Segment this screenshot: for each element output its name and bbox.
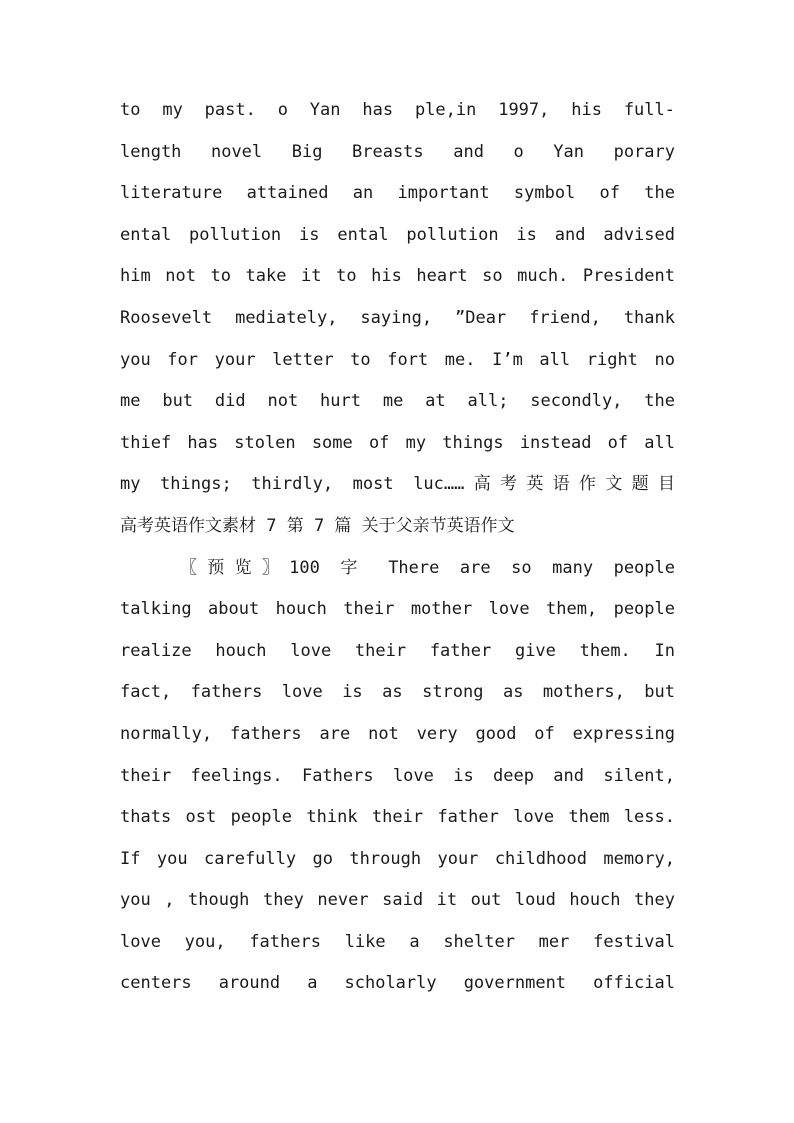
text-line: you for your letter to fort me. I’m all right no <box>120 349 675 370</box>
text-line: me but did not hurt me at all; secondly, the <box>120 391 675 412</box>
text-line: length novel Big Breasts and o Yan porary <box>120 141 675 162</box>
text-line: you , though they never said it out loud houch they <box>120 890 675 911</box>
text-line: ental pollution is ental pollution is and advised <box>120 224 675 245</box>
text-line: Roosevelt mediately, saying, ”Dear friend, thank <box>120 307 675 328</box>
section-heading: 高考英语作文素材 7 第 7 篇 关于父亲节英语作文 <box>120 515 515 536</box>
text-line: my things; thirdly, most luc……高考英语作文题目 <box>120 474 675 495</box>
text-line: If you carefully go through your childhood memory, <box>120 848 675 869</box>
text-line: thats ost people think their father love them less. <box>120 807 675 828</box>
text-line: to my past. o Yan has ple,in 1997, his full- <box>120 100 675 120</box>
text-line: him not to take it to his heart so much. President <box>120 266 675 287</box>
text-line: centers around a scholarly government official <box>120 973 675 994</box>
text-line: literature attained an important symbol of the <box>120 183 675 204</box>
text-line: thief has stolen some of my things instead of all <box>120 432 675 453</box>
text-line: their feelings. Fathers love is deep and silent, <box>120 765 675 786</box>
body-text <box>120 90 675 1005</box>
text-line: realize houch love their father give them. In <box>120 640 675 661</box>
text-line: normally, fathers are not very good of expressing <box>120 723 675 744</box>
text-line: love you, fathers like a shelter mer festival <box>120 931 675 952</box>
preview-line: 〖预览〗100 字 There are so many people <box>180 557 675 578</box>
text-line: fact, fathers love is as strong as mothers, but <box>120 682 675 703</box>
text-line: talking about houch their mother love them, people <box>120 599 675 620</box>
